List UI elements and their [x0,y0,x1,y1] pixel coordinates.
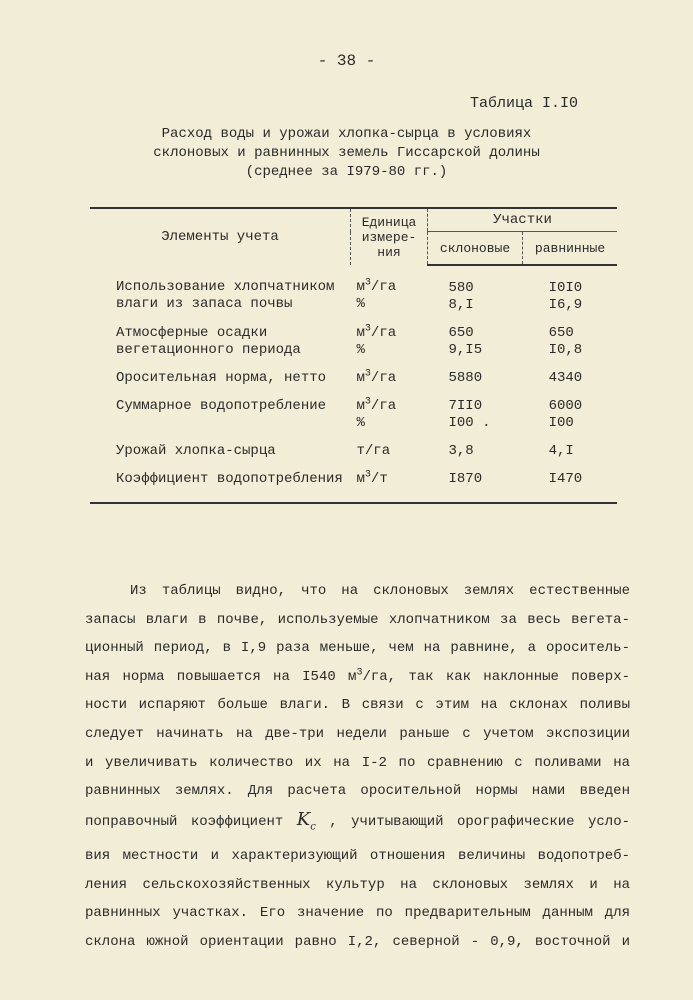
body-paragraph [85,577,630,956]
element-name: Оросительная норма, нетто [116,370,327,386]
paragraph-line: и увеличивать количество их на I-2 по сравнению с поливами на [85,754,630,771]
unit-value [357,296,428,313]
unit-rest: /т [370,471,388,487]
table-row [90,440,617,468]
plain-value: 4340 [548,370,583,386]
table-row [90,265,617,322]
unit-value [357,443,428,460]
paragraph-line [85,806,630,842]
table-title-line: (среднее за I979-80 гг.) [245,164,448,180]
unit-cell [351,468,428,503]
unit-cell [351,367,428,395]
paragraph-text: /га, так как наклонные поверх- [362,668,631,685]
unit-cell [351,440,428,468]
slope-value: I00 . [448,415,491,431]
slope-value: 9,I5 [448,342,483,358]
element-name: Урожай хлопка-сырца [116,443,276,459]
element-name: Коэффициент водопотребления [116,471,343,487]
superscript: 3 [356,667,363,679]
plain-value: I0,8 [548,342,583,358]
plain-value-cell [523,440,617,468]
unit-rest: /га [370,325,397,341]
slope-value-cell [428,468,523,503]
unit-value [357,471,428,488]
element-cell [90,367,351,395]
paragraph-line: Из таблицы видно, что на склоновых землях естественные [130,583,630,599]
table-title [100,125,593,182]
slope-value-cell [428,322,523,367]
slope-value-cell [428,395,523,440]
unit-base: м [356,325,365,341]
table-body [90,265,617,503]
unit-value [357,325,428,342]
page-number: - 38 - [317,52,376,70]
slope-value-cell [428,265,523,322]
slope-value: 580 [448,280,474,296]
water-use-table [90,207,617,504]
unit-value [357,342,428,359]
unit-value [357,415,428,432]
paragraph-line: равнинных участках. Его значение по предварительным данным для [85,905,630,922]
plain-value-cell [523,322,617,367]
header-plain: равнинные [523,232,617,266]
unit-value [357,279,428,296]
unit-rest: /га [370,370,397,386]
table-title-line: Расход воды и урожаи хлопка-сырца в условиях [161,126,532,142]
header-unit-line: измере- [361,229,417,245]
table-header [90,208,617,265]
header-plots: Участки [428,208,618,232]
paragraph-line: запасы влаги в почве, используемые хлопчатником за весь вегета- [85,611,630,628]
unit-superscript: 3 [364,277,371,289]
header-unit [351,208,428,265]
paragraph-text: ная норма повышается на I540 м [85,668,357,685]
unit-superscript: 3 [364,469,371,481]
table-row [90,322,617,367]
coefficient-symbol [296,808,316,833]
element-name: Атмосферные осадки [116,325,268,341]
element-cell [90,265,351,322]
unit-base: м [356,398,365,414]
plain-value: I470 [548,471,583,487]
unit-superscript: 3 [364,396,371,408]
element-cell [90,395,351,440]
header-unit-line: Единица [361,214,417,230]
paragraph-line: вия местности и характеризующий отношения величины водопотреб- [85,847,630,864]
header-elements: Элементы учета [90,208,351,265]
unit-base: т/га [356,443,391,459]
unit-base: % [356,296,365,312]
paragraph-line: равнинных землях. Для расчета оросительной нормы нами введен [85,783,630,800]
coefficient-letter: K [296,808,311,830]
paragraph-line: ционный период, в I,9 раза меньше, чем на равнине, а ороситель- [85,640,630,657]
unit-cell [351,395,428,440]
table-title-line: склоновых и равнинных земель Гиссарской долины [153,145,540,161]
unit-rest: /га [370,279,397,295]
slope-value: 3,8 [448,443,474,459]
unit-base: % [356,415,365,431]
unit-superscript: 3 [364,323,371,335]
slope-value: 8,I [448,297,474,313]
element-name: Суммарное водопотребление [116,398,327,414]
plain-value: I0I0 [548,280,583,296]
coefficient-subscript: с [310,821,316,833]
slope-value: 650 [448,325,474,341]
plain-value-cell [523,468,617,503]
plain-value: 6000 [548,398,583,414]
unit-superscript: 3 [364,368,371,380]
unit-base: м [356,370,365,386]
paragraph-text: поправочный коэффициент [85,813,284,830]
element-name: влаги из запаса почвы [116,296,293,312]
element-name: Использование хлопчатником [116,279,335,295]
plain-value-cell [523,395,617,440]
slope-value: 7II0 [448,398,483,414]
plain-value: 4,I [548,443,574,459]
paragraph-line: ности испаряют больше влаги. В связи с этим на склонах поливы [85,697,630,714]
header-slope: склоновые [428,232,523,266]
unit-cell [351,322,428,367]
unit-base: м [356,471,365,487]
plain-value-cell [523,367,617,395]
table-row [90,468,617,503]
slope-value-cell [428,367,523,395]
paragraph-line [85,663,630,692]
element-cell [90,322,351,367]
plain-value: 650 [548,325,574,341]
unit-base: м [356,279,365,295]
table-row [90,367,617,395]
unit-value [357,370,428,387]
paragraph-text: , учитывающий орографические усло- [329,813,631,830]
plain-value-cell [523,265,617,322]
slope-value-cell [428,440,523,468]
paragraph-line: ления сельскохозяйственных культур на склоновых землях и на [85,876,630,893]
unit-cell [351,265,428,322]
table-number: Таблица I.I0 [470,95,579,112]
paragraph-line: следует начинать на две-три недели раньше с учетом экспозиции [85,725,630,742]
table-row [90,395,617,440]
element-name: вегетационного периода [116,342,301,358]
element-cell [90,440,351,468]
element-cell [90,468,351,503]
unit-rest: /га [370,398,397,414]
paragraph-line: склона южной ориентации равно I,2, северной - 0,9, восточной и [85,933,630,950]
unit-value [357,398,428,415]
slope-value: 5880 [448,370,483,386]
plain-value: I00 [548,415,574,431]
unit-base: % [356,342,365,358]
plain-value: I6,9 [548,297,583,313]
slope-value: I870 [448,471,483,487]
header-unit-line: ния [377,244,401,260]
